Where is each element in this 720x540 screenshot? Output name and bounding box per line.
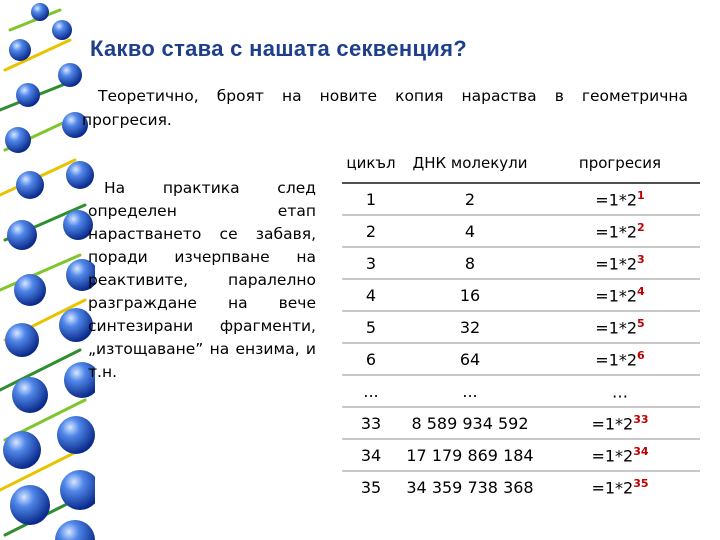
table-row [342,471,700,502]
intro-paragraph: Теоретично, броят на новите копия нараства в геометрична прогресия. [82,87,688,129]
cell-progression [540,311,700,343]
progression-exponent: 35 [633,476,649,490]
cell-dna: ... [400,375,540,407]
cell-progression [540,343,700,375]
cell-cycle: 4 [342,279,400,311]
progression-base: =1*2 [595,350,638,370]
cell-dna: 64 [400,343,540,375]
progression-base: =1*2 [595,190,638,210]
cell-dna: 8 [400,247,540,279]
cell-progression [540,279,700,311]
cell-dna: 8 589 934 592 [400,407,540,439]
table-row [342,343,700,375]
cell-dna: 32 [400,311,540,343]
table-row [342,375,700,407]
sequence-table [342,144,700,502]
cell-progression [540,215,700,247]
progression-base: =1*2 [595,222,638,242]
progression-base: … [612,382,628,402]
table-row [342,183,700,215]
cell-progression [540,407,700,439]
cell-progression [540,375,700,407]
table-row [342,311,700,343]
cell-progression [540,439,700,471]
cell-cycle: 5 [342,311,400,343]
cell-cycle: 3 [342,247,400,279]
progression-exponent: 2 [637,220,645,234]
cell-dna: 34 359 738 368 [406,477,534,497]
progression-exponent: 4 [637,284,645,298]
progression-base: =1*2 [591,446,634,466]
header-cycle: цикъл [342,144,400,183]
cell-progression [540,183,700,215]
table-row [342,215,700,247]
cell-dna: 16 [400,279,540,311]
cell-progression [540,471,700,502]
table-row [342,279,700,311]
cell-cycle: 35 [360,477,382,497]
cell-dna: 4 [400,215,540,247]
header-progression: прогресия [540,144,700,183]
progression-base: =1*2 [591,478,634,498]
progression-exponent: 33 [633,412,649,426]
cell-progression [540,247,700,279]
table-row [342,247,700,279]
dna-helix-decoration [0,0,95,540]
table-row [342,407,700,439]
progression-base: =1*2 [595,286,638,306]
cell-cycle: 33 [342,407,400,439]
progression-exponent: 3 [637,252,645,266]
cell-dna: 2 [400,183,540,215]
progression-base: =1*2 [595,318,638,338]
page-title: Какво става с нашата секвенция? [90,36,467,61]
cell-cycle: 2 [342,215,400,247]
cell-dna: 17 179 869 184 [400,439,540,471]
header-dna-molecules: ДНК молекули [400,144,540,183]
cell-cycle: 6 [342,343,400,375]
progression-exponent: 34 [633,444,649,458]
table-row [342,439,700,471]
progression-exponent: 5 [637,316,645,330]
cell-cycle: 1 [342,183,400,215]
cell-cycle: 34 [342,439,400,471]
progression-base: =1*2 [595,254,638,274]
cell-cycle: ... [342,375,400,407]
table-header-row [342,144,700,183]
progression-exponent: 6 [637,348,645,362]
practice-paragraph: На практика след определен етап нарастването се забавя, поради изчерпване на реактивите, паралелно разграждане на вече синтезирани фрагменти, „изтощаване” на ензима, и т.н. [88,179,316,381]
progression-exponent: 1 [637,188,645,202]
progression-base: =1*2 [591,414,634,434]
